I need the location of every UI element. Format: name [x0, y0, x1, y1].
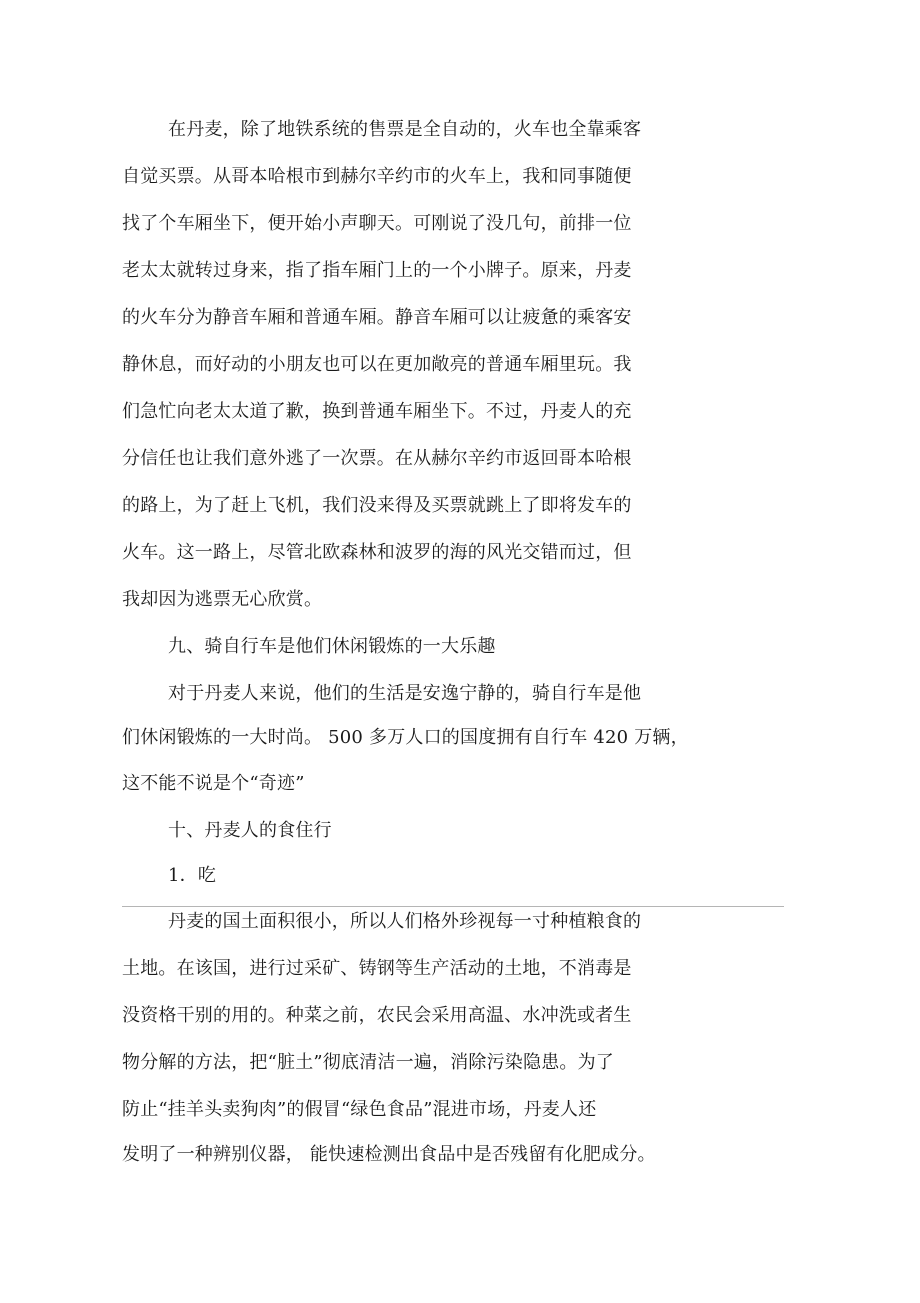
paragraph-line: 土地。在该国，进行过采矿、铸钢等生产活动的土地，不消毒是	[122, 958, 632, 979]
page-divider	[122, 906, 784, 907]
section-heading-9: 九、骑自行车是他们休闲锻炼的一大乐趣	[168, 636, 496, 657]
paragraph-line: 物分解的方法，把“脏土”彻底清洁一遍，消除污染隐患。为了	[122, 1052, 615, 1073]
paragraph-line: 的路上，为了赶上飞机，我们没来得及买票就跳上了即将发车的	[122, 495, 632, 516]
paragraph-line: 这不能不说是个“奇迹”	[122, 773, 305, 794]
paragraph-line: 我却因为逃票无心欣赏。	[122, 589, 323, 610]
paragraph-line: 在丹麦，除了地铁系统的售票是全自动的，火车也全靠乘客	[168, 119, 642, 140]
paragraph-line: 火车。这一路上，尽管北欧森林和波罗的海的风光交错而过，但	[122, 542, 632, 563]
paragraph-line: 防止“挂羊头卖狗肉”的假冒“绿色食品”混进市场，丹麦人还	[122, 1099, 597, 1120]
section-heading-10: 十、丹麦人的食住行	[168, 820, 332, 841]
paragraph-line: 对于丹麦人来说，他们的生活是安逸宁静的，骑自行车是他	[168, 683, 642, 704]
paragraph-line: 们急忙向老太太道了歉，换到普通车厢坐下。不过，丹麦人的充	[122, 401, 632, 422]
paragraph-line: 静休息，而好动的小朋友也可以在更加敞亮的普通车厢里玩。我	[122, 354, 632, 375]
paragraph-line: 自觉买票。从哥本哈根市到赫尔辛约市的火车上，我和同事随便	[122, 166, 632, 187]
paragraph-line: 发明了一种辨别仪器， 能快速检测出食品中是否残留有化肥成分。	[122, 1144, 656, 1165]
subsection-heading: 1．吃	[168, 865, 217, 886]
paragraph-line: 老太太就转过身来，指了指车厢门上的一个小牌子。原来，丹麦	[122, 260, 632, 281]
paragraph-line: 分信任也让我们意外逃了一次票。在从赫尔辛约市返回哥本哈根	[122, 448, 632, 469]
paragraph-line: 丹麦的国土面积很小，所以人们格外珍视每一寸种植粮食的	[168, 911, 642, 932]
paragraph-line: 找了个车厢坐下，便开始小声聊天。可刚说了没几句，前排一位	[122, 213, 632, 234]
paragraph-line: 们休闲锻炼的一大时尚。 500 多万人口的国度拥有自行车 420 万辆，	[122, 727, 689, 748]
paragraph-line: 的火车分为静音车厢和普通车厢。静音车厢可以让疲惫的乘客安	[122, 307, 632, 328]
paragraph-line: 没资格干别的用的。种菜之前，农民会采用高温、水冲洗或者生	[122, 1005, 632, 1026]
